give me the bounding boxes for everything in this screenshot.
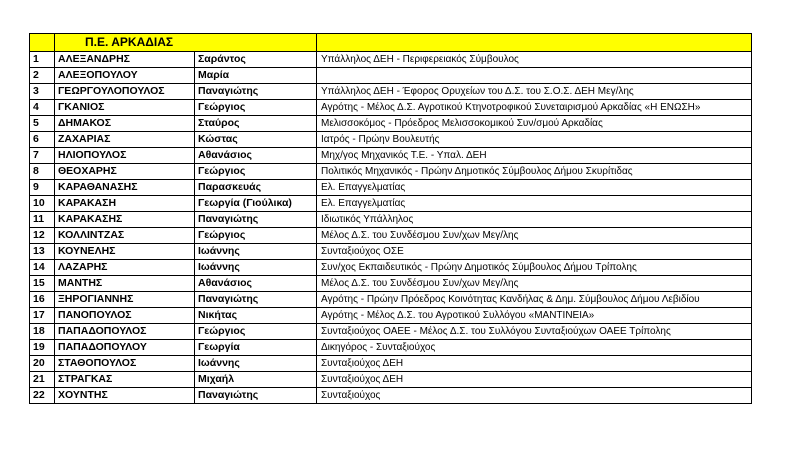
surname-cell: ΗΛΙΟΠΟΥΛΟΣ <box>55 148 195 164</box>
firstname-cell: Κώστας <box>195 132 317 148</box>
firstname-cell: Ιωάννης <box>195 356 317 372</box>
surname-cell: ΛΑΖΑΡΗΣ <box>55 260 195 276</box>
surname-cell: ΣΤΡΑΓΚΑΣ <box>55 372 195 388</box>
table-row <box>30 260 752 276</box>
description-cell: Μέλος Δ.Σ. του Συνδέσμου Συν/χων Μεγ/λης <box>317 228 752 244</box>
firstname-cell: Σαράντος <box>195 52 317 68</box>
table-row <box>30 148 752 164</box>
row-number: 22 <box>30 388 55 404</box>
firstname-cell: Γεώργιος <box>195 100 317 116</box>
description-cell: Συνταξιούχος <box>317 388 752 404</box>
table-row <box>30 356 752 372</box>
description-cell: Υπάλληλος ΔΕΗ - Έφορος Ορυχείων του Δ.Σ. του Σ.Ο.Σ. ΔΕΗ Μεγ/λης <box>317 84 752 100</box>
row-number: 21 <box>30 372 55 388</box>
row-number: 13 <box>30 244 55 260</box>
description-cell <box>317 68 752 84</box>
surname-cell: ΞΗΡΟΓΙΑΝΝΗΣ <box>55 292 195 308</box>
firstname-cell: Γεώργιος <box>195 164 317 180</box>
table-row <box>30 196 752 212</box>
description-cell: Συν/χος Εκπαιδευτικός - Πρώην Δημοτικός Σύμβουλος Δήμου Τρίπολης <box>317 260 752 276</box>
description-cell: Συνταξιούχος ΟΣΕ <box>317 244 752 260</box>
firstname-cell: Παναγιώτης <box>195 388 317 404</box>
description-cell: Συνταξιούχος ΔΕΗ <box>317 356 752 372</box>
firstname-cell: Μαρία <box>195 68 317 84</box>
firstname-cell: Ιωάννης <box>195 244 317 260</box>
firstname-cell: Παναγιώτης <box>195 84 317 100</box>
row-number: 2 <box>30 68 55 84</box>
firstname-cell: Αθανάσιος <box>195 148 317 164</box>
surname-cell: ΠΑΝΟΠΟΥΛΟΣ <box>55 308 195 324</box>
header-empty-cell <box>30 34 55 52</box>
candidate-table-body <box>30 34 752 404</box>
header-desc-cell <box>317 34 752 52</box>
surname-cell: ΔΗΜΑΚΟΣ <box>55 116 195 132</box>
table-row <box>30 52 752 68</box>
firstname-cell: Γεωργία <box>195 340 317 356</box>
table-row <box>30 340 752 356</box>
description-cell: Αγρότης - Μέλος Δ.Σ. Αγροτικού Κτηνοτροφικού Συνεταιρισμού Αρκαδίας «Η ΕΝΩΣΗ» <box>317 100 752 116</box>
description-cell: Συνταξιούχος ΔΕΗ <box>317 372 752 388</box>
firstname-cell: Ιωάννης <box>195 260 317 276</box>
surname-cell: ΚΟΛΛΙΝΤΖΑΣ <box>55 228 195 244</box>
description-cell: Ιδιωτικός Υπάλληλος <box>317 212 752 228</box>
firstname-cell: Γεώργιος <box>195 228 317 244</box>
firstname-cell: Γεωργία (Γιούλικα) <box>195 196 317 212</box>
region-title: Π.Ε. ΑΡΚΑΔΙΑΣ <box>55 34 317 52</box>
description-cell: Υπάλληλος ΔΕΗ - Περιφερειακός Σύμβουλος <box>317 52 752 68</box>
description-cell: Αγρότης - Μέλος Δ.Σ. του Αγροτικού Συλλόγου «ΜΑΝΤΙΝΕΙΑ» <box>317 308 752 324</box>
surname-cell: ΧΟΥΝΤΗΣ <box>55 388 195 404</box>
surname-cell: ΚΑΡΑΚΑΣΗ <box>55 196 195 212</box>
description-cell: Ελ. Επαγγελματίας <box>317 180 752 196</box>
surname-cell: ΓΚΑΝΙΟΣ <box>55 100 195 116</box>
table-row <box>30 84 752 100</box>
surname-cell: ΣΤΑΘΟΠΟΥΛΟΣ <box>55 356 195 372</box>
firstname-cell: Γεώργιος <box>195 324 317 340</box>
row-number: 4 <box>30 100 55 116</box>
table-row <box>30 68 752 84</box>
row-number: 19 <box>30 340 55 356</box>
table-row <box>30 180 752 196</box>
row-number: 6 <box>30 132 55 148</box>
row-number: 20 <box>30 356 55 372</box>
firstname-cell: Αθανάσιος <box>195 276 317 292</box>
table-row <box>30 308 752 324</box>
firstname-cell: Νικήτας <box>195 308 317 324</box>
row-number: 17 <box>30 308 55 324</box>
candidate-table <box>29 33 752 404</box>
description-cell: Δικηγόρος - Συνταξιούχος <box>317 340 752 356</box>
table-row <box>30 244 752 260</box>
row-number: 3 <box>30 84 55 100</box>
surname-cell: ΑΛΕΞΟΠΟΥΛΟΥ <box>55 68 195 84</box>
firstname-cell: Μιχαήλ <box>195 372 317 388</box>
table-row <box>30 324 752 340</box>
firstname-cell: Παρασκευάς <box>195 180 317 196</box>
firstname-cell: Παναγιώτης <box>195 212 317 228</box>
description-cell: Ελ. Επαγγελματίας <box>317 196 752 212</box>
row-number: 10 <box>30 196 55 212</box>
row-number: 8 <box>30 164 55 180</box>
row-number: 1 <box>30 52 55 68</box>
surname-cell: ΠΑΠΑΔΟΠΟΥΛΟΣ <box>55 324 195 340</box>
surname-cell: ΓΕΩΡΓΟΥΛΟΠΟΥΛΟΣ <box>55 84 195 100</box>
candidate-list-sheet <box>29 33 752 404</box>
row-number: 7 <box>30 148 55 164</box>
row-number: 14 <box>30 260 55 276</box>
row-number: 11 <box>30 212 55 228</box>
surname-cell: ΠΑΠΑΔΟΠΟΥΛΟΥ <box>55 340 195 356</box>
surname-cell: ΚΟΥΝΕΛΗΣ <box>55 244 195 260</box>
surname-cell: ΑΛΕΞΑΝΔΡΗΣ <box>55 52 195 68</box>
surname-cell: ΜΑΝΤΗΣ <box>55 276 195 292</box>
description-cell: Μελισσοκόμος - Πρόεδρος Μελισσοκομικού Συν/σμού Αρκαδίας <box>317 116 752 132</box>
row-number: 5 <box>30 116 55 132</box>
table-row <box>30 372 752 388</box>
table-row <box>30 132 752 148</box>
table-row <box>30 164 752 180</box>
table-header-row <box>30 34 752 52</box>
description-cell: Συνταξιούχος ΟΑΕΕ - Μέλος Δ.Σ. του Συλλόγου Συνταξιούχων ΟΑΕΕ Τρίπολης <box>317 324 752 340</box>
row-number: 9 <box>30 180 55 196</box>
table-row <box>30 388 752 404</box>
row-number: 12 <box>30 228 55 244</box>
surname-cell: ΚΑΡΑΘΑΝΑΣΗΣ <box>55 180 195 196</box>
row-number: 15 <box>30 276 55 292</box>
description-cell: Ιατρός - Πρώην Βουλευτής <box>317 132 752 148</box>
table-row <box>30 228 752 244</box>
description-cell: Μηχ/γος Μηχανικός Τ.Ε. - Υπαλ. ΔΕΗ <box>317 148 752 164</box>
table-row <box>30 116 752 132</box>
surname-cell: ΖΑΧΑΡΙΑΣ <box>55 132 195 148</box>
firstname-cell: Σταύρος <box>195 116 317 132</box>
surname-cell: ΚΑΡΑΚΑΣΗΣ <box>55 212 195 228</box>
row-number: 16 <box>30 292 55 308</box>
table-row <box>30 212 752 228</box>
description-cell: Αγρότης - Πρώην Πρόεδρος Κοινότητας Κανδήλας & Δημ. Σύμβουλος Δήμου Λεβιδίου <box>317 292 752 308</box>
table-row <box>30 292 752 308</box>
description-cell: Πολιτικός Μηχανικός - Πρώην Δημοτικός Σύμβουλος Δήμου Σκυρίτιδας <box>317 164 752 180</box>
table-row <box>30 100 752 116</box>
table-row <box>30 276 752 292</box>
description-cell: Μέλος Δ.Σ. του Συνδέσμου Συν/χων Μεγ/λης <box>317 276 752 292</box>
surname-cell: ΘΕΟΧΑΡΗΣ <box>55 164 195 180</box>
firstname-cell: Παναγιώτης <box>195 292 317 308</box>
row-number: 18 <box>30 324 55 340</box>
